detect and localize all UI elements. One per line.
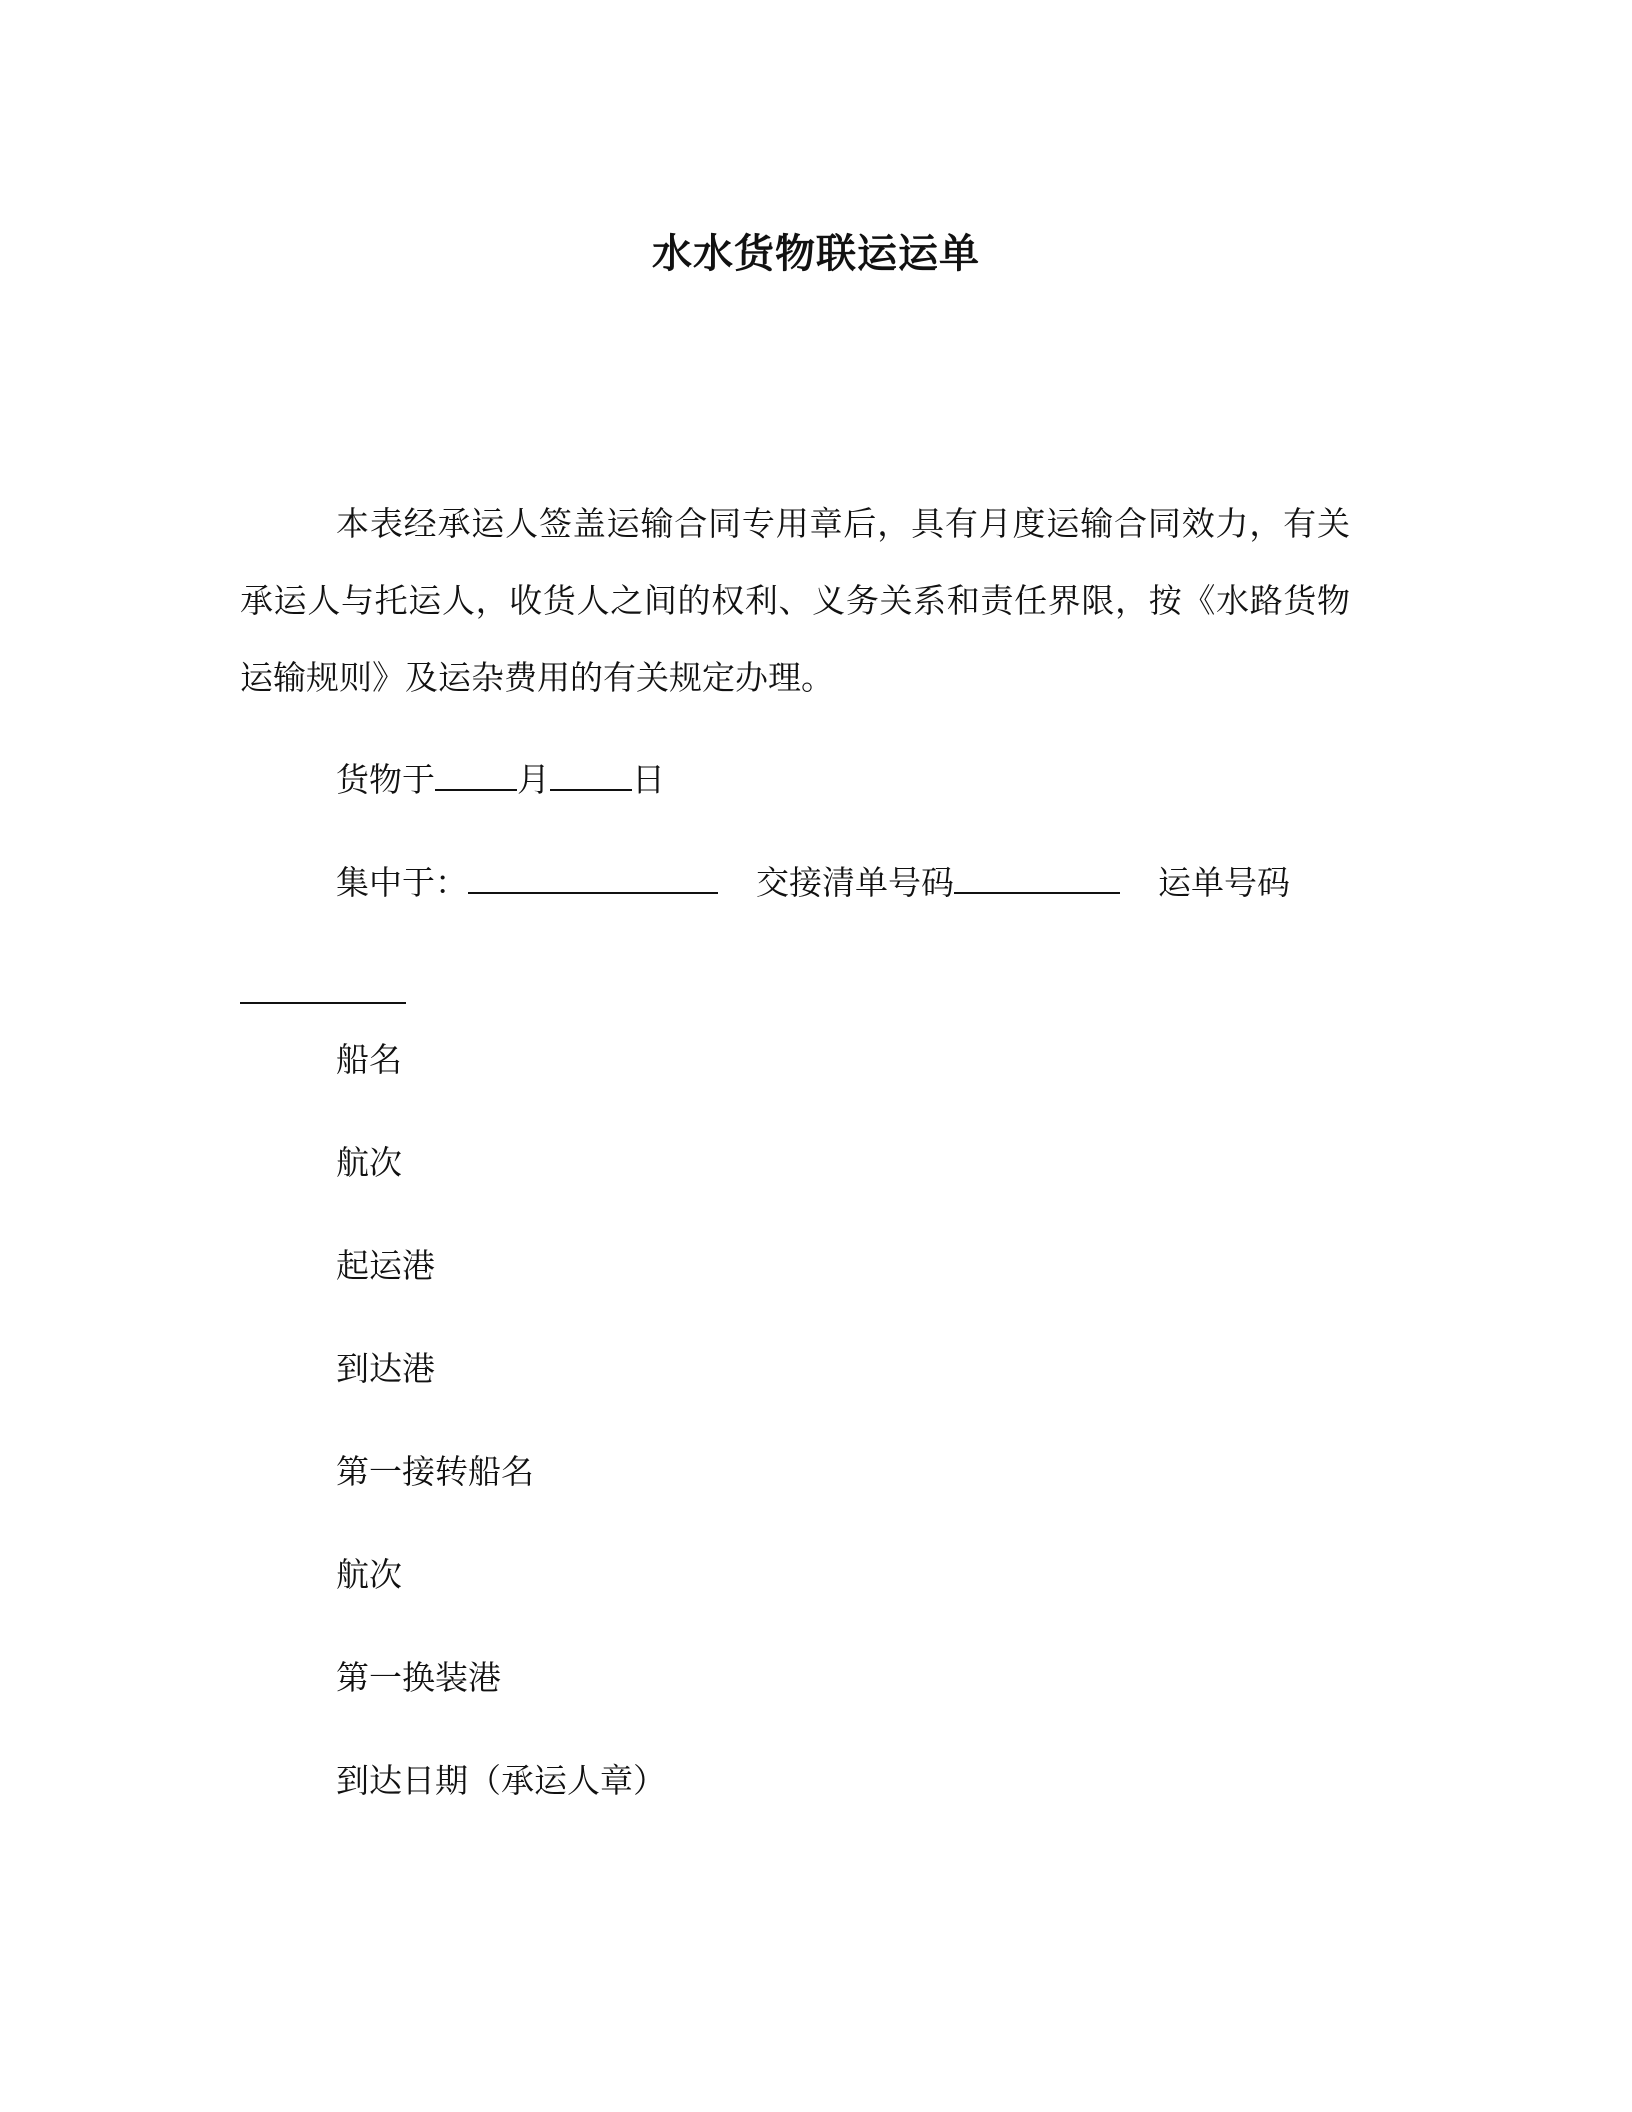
month-blank[interactable]	[435, 759, 517, 791]
field-first-transfer-ship: 第一接转船名	[336, 1452, 534, 1491]
field-voyage: 航次	[336, 1143, 402, 1182]
waybill-blank[interactable]	[240, 972, 406, 1004]
date-prefix: 货物于	[336, 760, 435, 799]
field-arrival-date-stamp: 到达日期（承运人章）	[336, 1761, 666, 1800]
field-first-transshipment-port: 第一换装港	[336, 1658, 501, 1697]
document-title: 水水货物联运运单	[652, 231, 980, 277]
field-voyage-2: 航次	[336, 1555, 402, 1594]
collect-label: 集中于：	[336, 863, 468, 902]
field-departure-port: 起运港	[336, 1246, 435, 1285]
day-label: 日	[632, 760, 665, 799]
date-line	[336, 758, 665, 802]
handover-blank[interactable]	[954, 862, 1120, 894]
handover-label: 交接清单号码	[756, 863, 954, 902]
collect-blank[interactable]	[468, 862, 718, 894]
month-label: 月	[517, 760, 550, 799]
day-blank[interactable]	[550, 759, 632, 791]
collect-line	[336, 861, 1290, 905]
waybill-number-blank-line	[240, 972, 406, 1008]
field-ship-name: 船名	[336, 1040, 402, 1079]
waybill-label: 运单号码	[1158, 863, 1290, 902]
field-arrival-port: 到达港	[336, 1349, 435, 1388]
intro-paragraph: 本表经承运人签盖运输合同专用章后，具有月度运输合同效力，有关承运人与托运人，收货人之间的权利、义务关系和责任界限，按《水路货物运输规则》及运杂费用的有关规定办理。	[240, 504, 1350, 697]
